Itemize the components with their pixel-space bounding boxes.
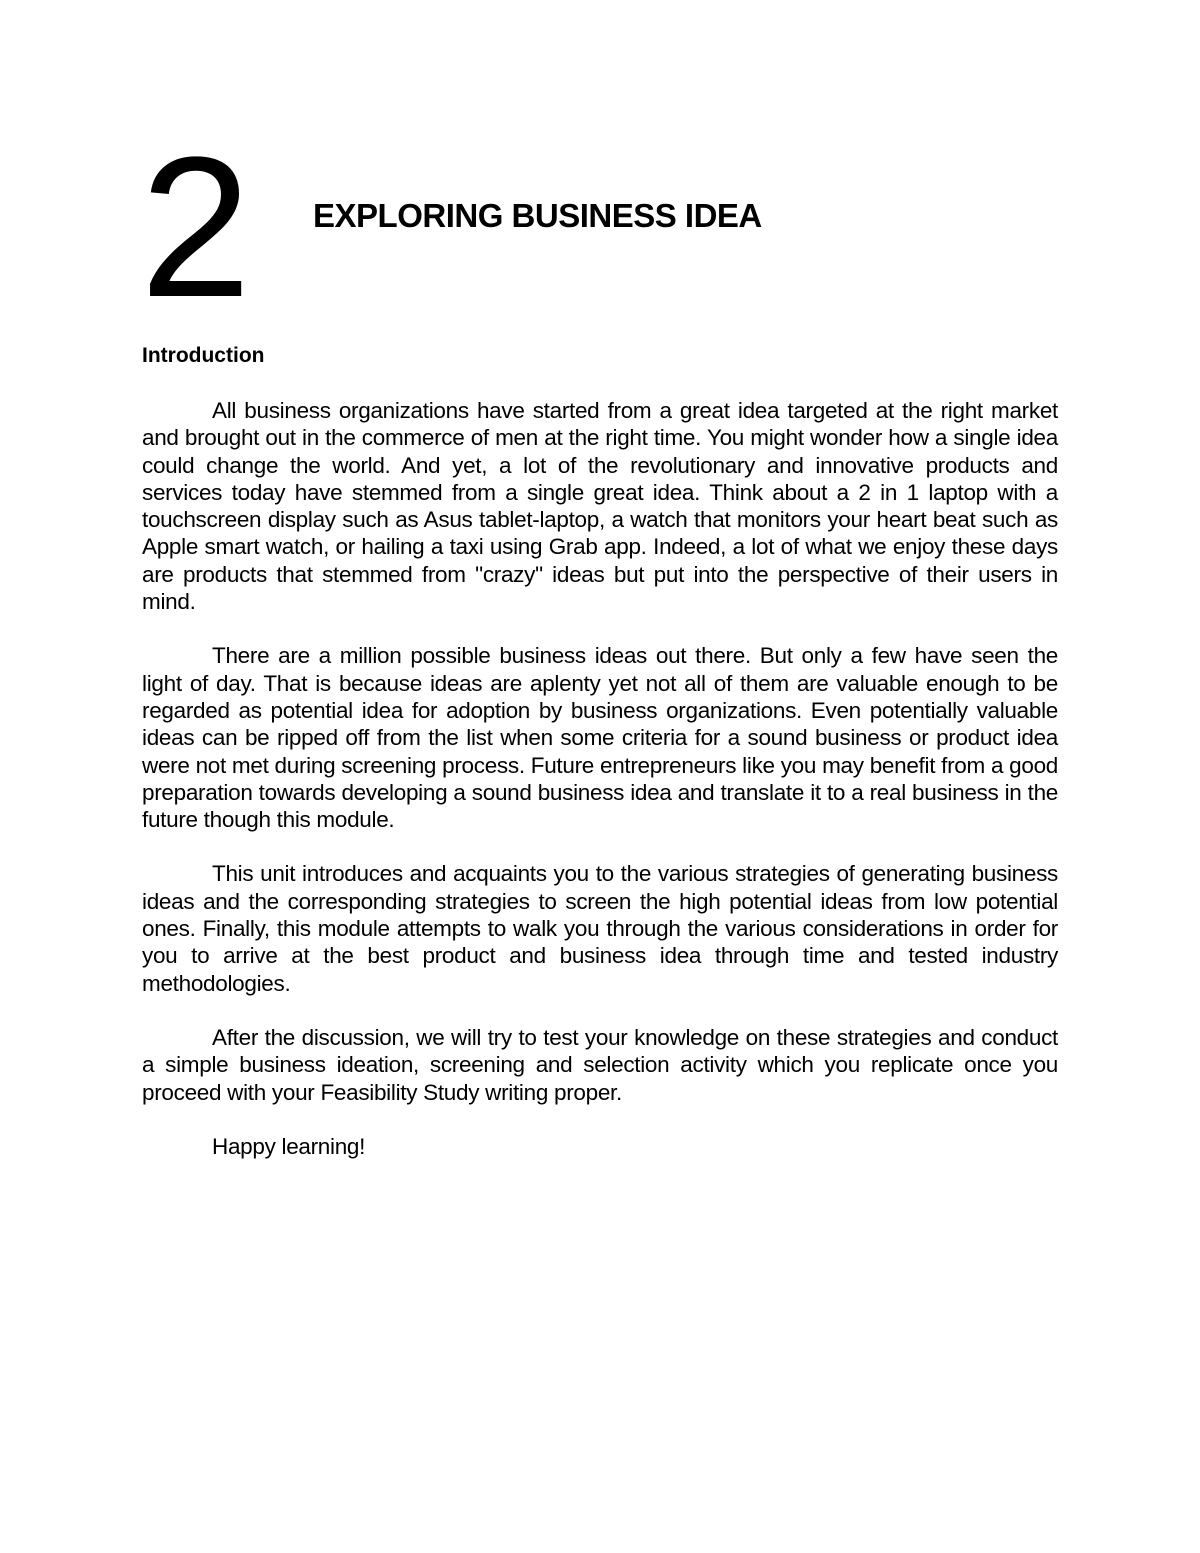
paragraph: This unit introduces and acquaints you to the various strategies of generating business ideas and the corresponding strategies to screen the high potential ideas from low potential ones. Finally, this module attempts to walk you through the various considerations in order for you to arrive at the best product and business idea through time and tested industry methodologies.	[142, 861, 1058, 996]
body-text	[142, 397, 1058, 1187]
section-heading: Introduction	[142, 344, 265, 367]
paragraph: All business organizations have started from a great idea targeted at the right market and brought out in the commerce of men at the right time. You might wonder how a single idea could change the world. And yet, a lot of the revolutionary and innovative products and services today have stemmed from a single great idea. Think about a 2 in 1 laptop with a touchscreen display such as Asus tablet-laptop, a watch that monitors your heart beat such as Apple smart watch, or hailing a taxi using Grab app. Indeed, a lot of what we enjoy these days are products that stemmed from "crazy" ideas but put into the perspective of their users in mind.	[142, 398, 1058, 615]
closing-line: Happy learning!	[212, 1133, 366, 1159]
paragraph: After the discussion, we will try to test your knowledge on these strategies and conduct a simple business ideation, screening and selection activity which you replicate once you proceed with your Feasibility Study writing proper.	[142, 1024, 1058, 1105]
chapter-title: EXPLORING BUSINESS IDEA	[313, 197, 762, 234]
paragraph: There are a million possible business ideas out there. But only a few have seen the light of day. That is because ideas are aplenty yet not all of them are valuable enough to be regarded as potential idea for adoption by business organizations. Even potentially valuable ideas can be ripped off from the list when some criteria for a sound business or product idea were not met during screening process. Future entrepreneurs like you may benefit from a good preparation towards developing a sound business idea and translate it to a real business in the future though this module.	[142, 643, 1058, 833]
chapter-number: 2	[140, 116, 248, 339]
